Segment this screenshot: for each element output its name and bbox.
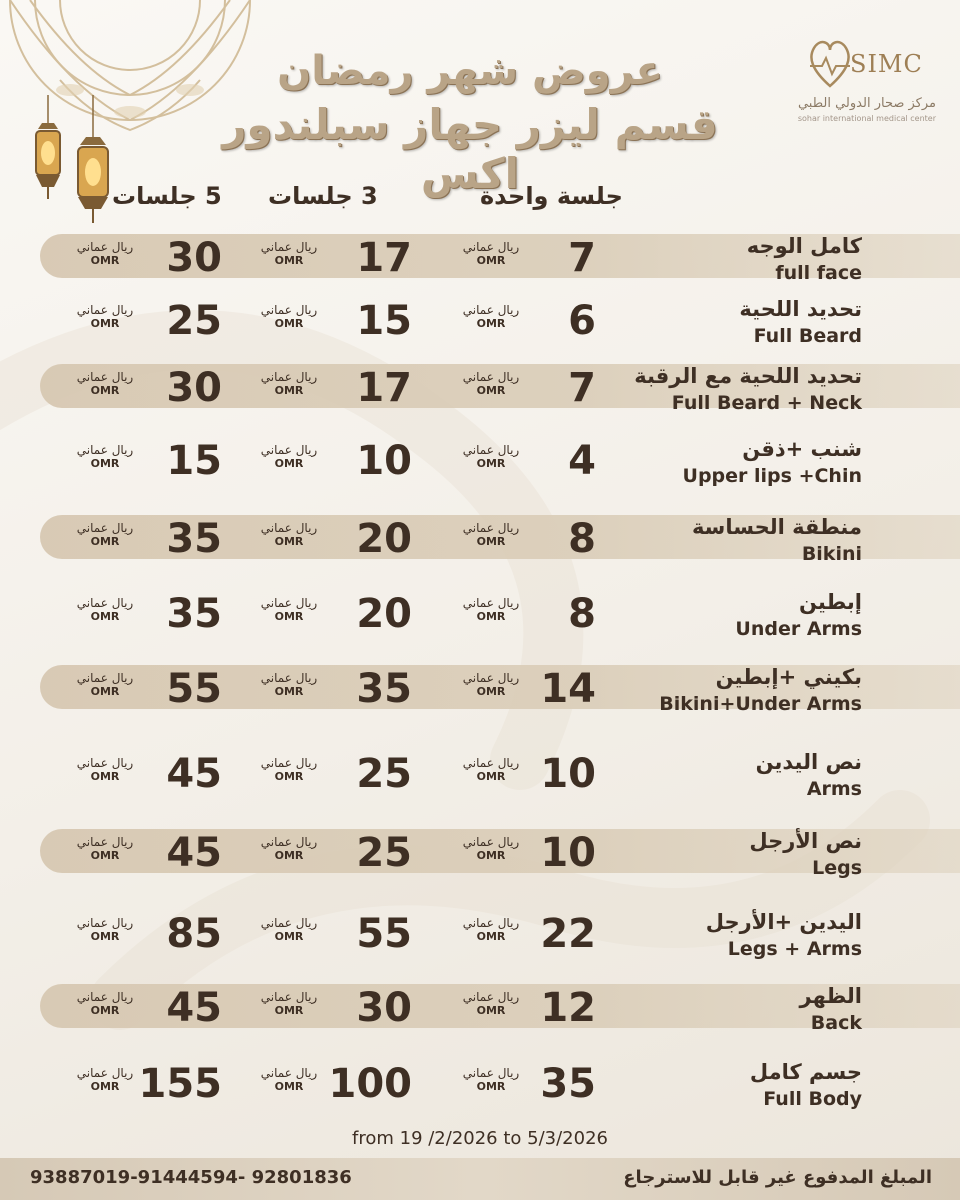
currency-code: OMR <box>476 770 506 783</box>
service-arabic-name: الظهر <box>799 984 862 1008</box>
currency-arabic: ريال عماني <box>462 370 520 384</box>
currency-arabic: ريال عماني <box>260 443 318 457</box>
column-header-three-sessions: 3 جلسات <box>268 182 378 210</box>
currency-code: OMR <box>274 930 304 943</box>
currency-code: OMR <box>90 457 120 470</box>
currency-label <box>258 521 320 549</box>
currency-code: OMR <box>476 254 506 267</box>
currency-label <box>258 240 320 268</box>
currency-label <box>74 370 136 398</box>
price-three-sessions: 20 <box>356 516 412 562</box>
currency-label <box>258 443 320 471</box>
currency-label <box>460 303 522 331</box>
price-three-sessions: 25 <box>356 751 412 797</box>
price-five-sessions: 45 <box>166 830 222 876</box>
currency-arabic: ريال عماني <box>76 443 134 457</box>
price-three-sessions: 15 <box>356 298 412 344</box>
currency-code: OMR <box>476 317 506 330</box>
service-english-name: Full Beard <box>753 325 862 347</box>
price-row <box>0 297 960 357</box>
price-one-session: 14 <box>540 666 596 712</box>
currency-label <box>258 756 320 784</box>
currency-arabic: ريال عماني <box>260 521 318 535</box>
price-one-session: 4 <box>568 438 596 484</box>
price-row <box>0 829 960 889</box>
price-row <box>0 234 960 294</box>
price-three-sessions: 20 <box>356 591 412 637</box>
currency-code: OMR <box>90 1080 120 1093</box>
currency-label <box>74 990 136 1018</box>
currency-arabic: ريال عماني <box>76 1066 134 1080</box>
currency-arabic: ريال عماني <box>260 756 318 770</box>
price-three-sessions: 25 <box>356 830 412 876</box>
offer-validity: from 19 /2/2026 to 5/3/2026 <box>352 1128 608 1149</box>
currency-code: OMR <box>274 317 304 330</box>
price-three-sessions: 35 <box>356 666 412 712</box>
price-five-sessions: 15 <box>166 438 222 484</box>
currency-code: OMR <box>274 254 304 267</box>
currency-label <box>460 370 522 398</box>
currency-arabic: ريال عماني <box>462 916 520 930</box>
price-one-session: 6 <box>568 298 596 344</box>
lantern-icon <box>70 95 116 225</box>
currency-code: OMR <box>476 930 506 943</box>
currency-label <box>460 443 522 471</box>
currency-label <box>460 596 522 624</box>
logo-arabic-name: مركز صحار الدولي الطبي <box>797 96 936 111</box>
price-three-sessions: 100 <box>328 1061 412 1107</box>
price-five-sessions: 155 <box>138 1061 222 1107</box>
currency-label <box>74 916 136 944</box>
price-one-session: 7 <box>568 235 596 281</box>
clinic-logo <box>797 28 940 123</box>
footer-bar <box>0 1158 960 1200</box>
service-arabic-name: كامل الوجه <box>746 234 862 258</box>
currency-label <box>258 671 320 699</box>
service-english-name: Upper lips +Chin <box>682 465 862 487</box>
phone-numbers: 93887019-91444594- 92801836 <box>30 1167 352 1188</box>
currency-arabic: ريال عماني <box>462 990 520 1004</box>
currency-code: OMR <box>90 685 120 698</box>
currency-label <box>74 443 136 471</box>
currency-code: OMR <box>90 254 120 267</box>
currency-arabic: ريال عماني <box>260 916 318 930</box>
currency-code: OMR <box>476 384 506 397</box>
currency-code: OMR <box>274 770 304 783</box>
currency-code: OMR <box>476 849 506 862</box>
price-row <box>0 1060 960 1120</box>
currency-label <box>460 240 522 268</box>
currency-arabic: ريال عماني <box>76 303 134 317</box>
currency-arabic: ريال عماني <box>76 671 134 685</box>
currency-arabic: ريال عماني <box>462 443 520 457</box>
price-one-session: 35 <box>540 1061 596 1107</box>
service-english-name: full face <box>775 262 862 284</box>
price-three-sessions: 17 <box>356 235 412 281</box>
currency-code: OMR <box>274 849 304 862</box>
currency-label <box>258 990 320 1018</box>
currency-label <box>258 303 320 331</box>
service-english-name: Bikini <box>801 543 862 565</box>
currency-label <box>460 756 522 784</box>
heart-logo-icon <box>808 36 852 90</box>
currency-label <box>460 1066 522 1094</box>
service-arabic-name: اليدين +الأرجل <box>705 910 862 934</box>
price-five-sessions: 30 <box>166 365 222 411</box>
price-five-sessions: 85 <box>166 911 222 957</box>
service-english-name: Back <box>810 1012 862 1034</box>
currency-label <box>74 671 136 699</box>
service-arabic-name: إبطين <box>798 590 862 614</box>
currency-code: OMR <box>274 535 304 548</box>
refund-note: المبلغ المدفوع غير قابل للاسترجاع <box>623 1167 932 1188</box>
currency-arabic: ريال عماني <box>462 521 520 535</box>
currency-code: OMR <box>274 457 304 470</box>
price-one-session: 22 <box>540 911 596 957</box>
currency-code: OMR <box>90 930 120 943</box>
service-english-name: Legs + Arms <box>727 938 862 960</box>
price-one-session: 12 <box>540 985 596 1031</box>
service-arabic-name: منطقة الحساسة <box>691 515 862 539</box>
currency-code: OMR <box>476 685 506 698</box>
price-three-sessions: 55 <box>356 911 412 957</box>
price-row <box>0 984 960 1044</box>
currency-code: OMR <box>90 849 120 862</box>
service-english-name: Full Beard + Neck <box>671 392 862 414</box>
currency-code: OMR <box>274 1080 304 1093</box>
page-title: عروض شهر رمضان <box>277 48 663 94</box>
price-five-sessions: 45 <box>166 985 222 1031</box>
price-one-session: 8 <box>568 591 596 637</box>
currency-arabic: ريال عماني <box>260 671 318 685</box>
currency-code: OMR <box>90 535 120 548</box>
currency-label <box>74 303 136 331</box>
currency-label <box>74 756 136 784</box>
column-header-five-sessions: 5 جلسات <box>112 182 222 210</box>
price-row <box>0 364 960 424</box>
currency-arabic: ريال عماني <box>462 1066 520 1080</box>
currency-arabic: ريال عماني <box>76 521 134 535</box>
currency-arabic: ريال عماني <box>260 835 318 849</box>
currency-label <box>460 990 522 1018</box>
currency-label <box>258 596 320 624</box>
price-row <box>0 515 960 575</box>
service-english-name: Full Body <box>763 1088 862 1110</box>
column-header-one-session: جلسة واحدة <box>480 182 623 210</box>
currency-arabic: ريال عماني <box>76 240 134 254</box>
currency-arabic: ريال عماني <box>260 1066 318 1080</box>
currency-code: OMR <box>476 1080 506 1093</box>
currency-arabic: ريال عماني <box>76 916 134 930</box>
page-subtitle: قسم ليزر جهاز سبلندور اكس <box>222 100 718 198</box>
service-arabic-name: نص اليدين <box>755 750 862 774</box>
price-three-sessions: 30 <box>356 985 412 1031</box>
currency-arabic: ريال عماني <box>462 303 520 317</box>
price-one-session: 7 <box>568 365 596 411</box>
currency-arabic: ريال عماني <box>462 756 520 770</box>
currency-arabic: ريال عماني <box>260 240 318 254</box>
currency-label <box>258 835 320 863</box>
price-one-session: 10 <box>540 751 596 797</box>
currency-label <box>74 240 136 268</box>
price-five-sessions: 55 <box>166 666 222 712</box>
currency-arabic: ريال عماني <box>462 240 520 254</box>
price-three-sessions: 17 <box>356 365 412 411</box>
price-five-sessions: 35 <box>166 516 222 562</box>
currency-code: OMR <box>476 457 506 470</box>
service-english-name: Legs <box>812 857 862 879</box>
price-row <box>0 590 960 650</box>
currency-code: OMR <box>274 685 304 698</box>
service-english-name: Under Arms <box>735 618 862 640</box>
currency-label <box>74 1066 136 1094</box>
price-five-sessions: 45 <box>166 751 222 797</box>
currency-arabic: ريال عماني <box>76 370 134 384</box>
currency-code: OMR <box>274 610 304 623</box>
currency-code: OMR <box>90 610 120 623</box>
currency-label <box>74 521 136 549</box>
currency-label <box>74 596 136 624</box>
currency-label <box>460 835 522 863</box>
currency-label <box>460 671 522 699</box>
price-row <box>0 750 960 810</box>
service-arabic-name: شنب +ذقن <box>742 437 862 461</box>
currency-arabic: ريال عماني <box>76 756 134 770</box>
currency-code: OMR <box>274 384 304 397</box>
currency-label <box>258 370 320 398</box>
service-arabic-name: تحديد اللحية <box>739 297 862 321</box>
currency-arabic: ريال عماني <box>260 370 318 384</box>
service-arabic-name: نص الأرجل <box>749 829 862 853</box>
currency-arabic: ريال عماني <box>260 990 318 1004</box>
service-arabic-name: بكيني +إبطين <box>715 665 862 689</box>
price-three-sessions: 10 <box>356 438 412 484</box>
price-one-session: 10 <box>540 830 596 876</box>
currency-code: OMR <box>476 610 506 623</box>
currency-label <box>460 916 522 944</box>
logo-english-name: sohar international medical center <box>797 114 936 123</box>
currency-code: OMR <box>274 1004 304 1017</box>
currency-code: OMR <box>476 535 506 548</box>
currency-arabic: ريال عماني <box>76 990 134 1004</box>
service-arabic-name: جسم كامل <box>749 1060 862 1084</box>
currency-code: OMR <box>90 770 120 783</box>
price-row <box>0 437 960 497</box>
logo-brand: SIMC <box>850 50 923 78</box>
price-five-sessions: 25 <box>166 298 222 344</box>
currency-label <box>258 1066 320 1094</box>
service-arabic-name: تحديد اللحية مع الرقبة <box>634 364 862 388</box>
currency-label <box>460 521 522 549</box>
currency-arabic: ريال عماني <box>260 596 318 610</box>
currency-code: OMR <box>476 1004 506 1017</box>
price-one-session: 8 <box>568 516 596 562</box>
currency-code: OMR <box>90 384 120 397</box>
currency-arabic: ريال عماني <box>76 596 134 610</box>
lantern-icon <box>28 95 68 205</box>
currency-arabic: ريال عماني <box>260 303 318 317</box>
price-row <box>0 910 960 970</box>
price-row <box>0 665 960 725</box>
price-five-sessions: 35 <box>166 591 222 637</box>
currency-arabic: ريال عماني <box>462 835 520 849</box>
currency-label <box>258 916 320 944</box>
currency-arabic: ريال عماني <box>76 835 134 849</box>
service-english-name: Arms <box>806 778 862 800</box>
currency-code: OMR <box>90 317 120 330</box>
currency-arabic: ريال عماني <box>462 671 520 685</box>
currency-label <box>74 835 136 863</box>
service-english-name: Bikini+Under Arms <box>659 693 862 715</box>
currency-arabic: ريال عماني <box>462 596 520 610</box>
price-five-sessions: 30 <box>166 235 222 281</box>
currency-code: OMR <box>90 1004 120 1017</box>
